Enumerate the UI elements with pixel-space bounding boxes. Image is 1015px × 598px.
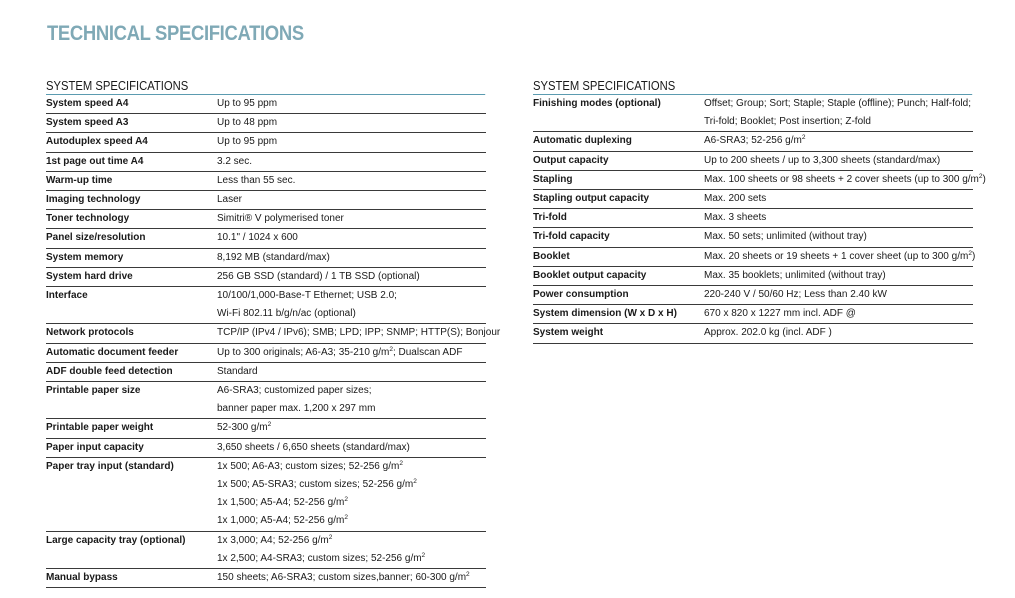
spec-values (217, 344, 486, 362)
spec-row (533, 228, 973, 247)
spec-label: Paper tray input (standard) (46, 460, 174, 472)
spec-value: Standard (217, 365, 258, 377)
right-spec-table (533, 79, 986, 344)
spec-label: Stapling output capacity (533, 193, 650, 205)
spec-label: Warm-up time (46, 174, 113, 186)
spec-value: 1x 500; A6-A3; custom sizes; 52-256 $g/m^2$ (217, 459, 403, 472)
spec-label: ADF double feed detection (46, 365, 173, 377)
spec-value: 1x 500; A5-SRA3; custom sizes; 52-256 $g/m^2$ (217, 478, 417, 491)
spec-row (46, 133, 486, 152)
spec-row (533, 152, 973, 171)
spec-row (533, 305, 973, 324)
spec-value: Wi-Fi 802.11 b/g/n/ac (optional) (217, 308, 356, 320)
spec-label: System weight (533, 327, 604, 339)
spec-row (533, 190, 973, 209)
spec-value: A6-SRA3; customized paper sizes; (217, 385, 372, 397)
spec-values (217, 153, 486, 171)
spec-values (217, 458, 486, 531)
spec-value: 10.1" / 1024 x 600 (217, 232, 298, 244)
spec-value: Up to 95 ppm (217, 136, 278, 148)
spec-row (46, 114, 486, 133)
spec-row (533, 286, 973, 305)
spec-value: Max. 3 sheets (704, 212, 767, 224)
spec-value: 52-300 $g/m^2$ (217, 421, 272, 434)
spec-label: System speed A4 (46, 98, 129, 109)
spec-label: Autoduplex speed A4 (46, 136, 148, 148)
spec-label: System dimension (W x D x H) (533, 308, 677, 320)
spec-values (704, 228, 973, 246)
spec-row (46, 172, 486, 191)
spec-value: Laser (217, 194, 243, 206)
spec-values (217, 191, 486, 209)
spec-row (46, 569, 486, 588)
spec-row (46, 439, 486, 458)
spec-values (217, 249, 486, 267)
spec-values (217, 532, 486, 568)
spec-row (46, 324, 501, 343)
spec-values (217, 363, 486, 381)
spec-row (46, 153, 486, 172)
spec-value: 1x 1,000; A5-A4; 52-256 $g/m^2$ (217, 514, 348, 527)
spec-label: Large capacity tray (optional) (46, 534, 186, 546)
spec-row (46, 344, 486, 363)
spec-row (46, 249, 486, 268)
spec-label: Automatic document feeder (46, 346, 179, 358)
spec-values (704, 171, 986, 189)
spec-label: 1st page out time A4 (46, 155, 144, 167)
spec-value: 1x 3,000; A4; 52-256 $g/m^2$ (217, 533, 333, 546)
spec-value: banner paper max. 1,200 x 297 mm (217, 403, 376, 415)
spec-value: Up to 200 sheets / up to 3,300 sheets (standard/max) (704, 154, 941, 166)
spec-label: System memory (46, 251, 124, 263)
spec-value: Tri-fold; Booklet; Post insertion; Z-fold (704, 116, 871, 128)
spec-label: Panel size/resolution (46, 232, 146, 244)
spec-values (217, 268, 486, 286)
spec-values (704, 152, 973, 170)
spec-values (217, 287, 486, 323)
spec-value: A6-SRA3; 52-256 $g/m^2$ (704, 134, 806, 147)
spec-values (704, 209, 973, 227)
spec-label: Output capacity (533, 154, 609, 166)
spec-row (46, 229, 486, 248)
spec-row (533, 95, 973, 132)
spec-rows (533, 95, 986, 344)
spec-value: Up to 95 ppm (217, 98, 278, 109)
spec-values (217, 114, 486, 132)
spec-value: 150 sheets; A6-SRA3; custom sizes,banner; 60-300 $g/m^2$ (217, 571, 470, 584)
spec-label: Toner technology (46, 213, 130, 225)
spec-values (704, 305, 973, 323)
spec-label: Interface (46, 290, 88, 302)
spec-label: Imaging technology (46, 194, 141, 206)
spec-value: 3,650 sheets / 6,650 sheets (standard/max) (217, 441, 410, 453)
spec-values (217, 172, 486, 190)
spec-value: 670 x 820 x 1227 mm incl. ADF @ (704, 308, 856, 320)
spec-value: Max. 50 sets; unlimited (without tray) (704, 231, 867, 243)
spec-value: TCP/IP (IPv4 / IPv6); SMB; LPD; IPP; SNMP; HTTP(S); Bonjour (217, 327, 501, 339)
spec-value: Max. 100 sheets or 98 sheets + 2 cover sheets (up to 300 $g/m^2$) (704, 172, 986, 185)
spec-row (46, 382, 486, 419)
spec-label: Booklet (533, 250, 570, 262)
spec-label: Printable paper size (46, 385, 141, 397)
section-heading: SYSTEM SPECIFICATIONS (46, 79, 486, 95)
spec-values (217, 324, 501, 342)
spec-values (704, 95, 973, 131)
spec-value: 1x 1,500; A5-A4; 52-256 $g/m^2$ (217, 496, 348, 509)
spec-value: 1x 2,500; A4-SRA3; custom sizes; 52-256 $g/m^2$ (217, 551, 426, 564)
spec-row (533, 132, 973, 151)
spec-values (217, 569, 486, 587)
spec-label: Network protocols (46, 327, 134, 339)
spec-values (217, 439, 486, 457)
spec-label: System speed A3 (46, 117, 129, 129)
spec-row (533, 171, 986, 190)
spec-row (46, 363, 486, 382)
spec-row (533, 209, 973, 228)
spec-values (217, 229, 486, 247)
left-spec-table (46, 79, 501, 588)
spec-label: Booklet output capacity (533, 269, 647, 281)
spec-row (46, 95, 486, 114)
spec-label: Printable paper weight (46, 422, 154, 434)
spec-rows (46, 95, 501, 588)
spec-values (704, 286, 973, 304)
spec-values (217, 419, 486, 437)
spec-values (704, 132, 973, 150)
spec-row (533, 248, 976, 267)
spec-label: Automatic duplexing (533, 135, 632, 147)
spec-value: Offset; Group; Sort; Staple; Staple (offline); Punch; Half-fold; (704, 98, 971, 109)
spec-row (46, 287, 486, 324)
spec-label: Power consumption (533, 289, 629, 301)
spec-row (533, 267, 973, 286)
spec-value: Max. 200 sets (704, 193, 767, 205)
spec-value: Approx. 202.0 kg (incl. ADF ) (704, 327, 832, 339)
spec-values (704, 190, 973, 208)
spec-label: Finishing modes (optional) (533, 98, 661, 109)
spec-row (46, 458, 486, 532)
spec-row (46, 268, 486, 287)
spec-label: Stapling (533, 173, 573, 185)
spec-value: Up to 300 originals; A6-A3; 35-210 $g/m^2$; Dualscan ADF (217, 345, 463, 358)
spec-value: Max. 20 sheets or 19 sheets + 1 cover sheet (up to 300 $g/m^2$) (704, 249, 976, 262)
spec-value: 256 GB SSD (standard) / 1 TB SSD (optional) (217, 270, 420, 282)
spec-label: Tri-fold (533, 212, 567, 224)
spec-value: 220-240 V / 50/60 Hz; Less than 2.40 kW (704, 289, 887, 301)
spec-values (704, 324, 973, 342)
spec-values (217, 133, 486, 151)
spec-label: Manual bypass (46, 572, 118, 584)
spec-values (704, 267, 973, 285)
spec-values (217, 382, 486, 418)
spec-value: Less than 55 sec. (217, 174, 296, 186)
spec-value: 3.2 sec. (217, 155, 253, 167)
spec-row (46, 419, 486, 438)
spec-label: Tri-fold capacity (533, 231, 610, 243)
spec-value: Max. 35 booklets; unlimited (without tray) (704, 269, 886, 281)
spec-row (46, 191, 486, 210)
spec-row (46, 210, 486, 229)
spec-row (46, 532, 486, 569)
page-title: TECHNICAL SPECIFICATIONS (47, 22, 304, 45)
spec-values (704, 248, 976, 266)
section-heading: SYSTEM SPECIFICATIONS (533, 79, 973, 95)
spec-value: 8,192 MB (standard/max) (217, 251, 330, 263)
spec-label: System hard drive (46, 270, 133, 282)
spec-value: Up to 48 ppm (217, 117, 278, 129)
spec-value: Simitri® V polymerised toner (217, 213, 344, 225)
spec-values (217, 95, 486, 113)
spec-value: 10/100/1,000-Base-T Ethernet; USB 2.0; (217, 290, 397, 302)
spec-values (217, 210, 486, 228)
spec-row (533, 324, 973, 343)
spec-label: Paper input capacity (46, 441, 144, 453)
